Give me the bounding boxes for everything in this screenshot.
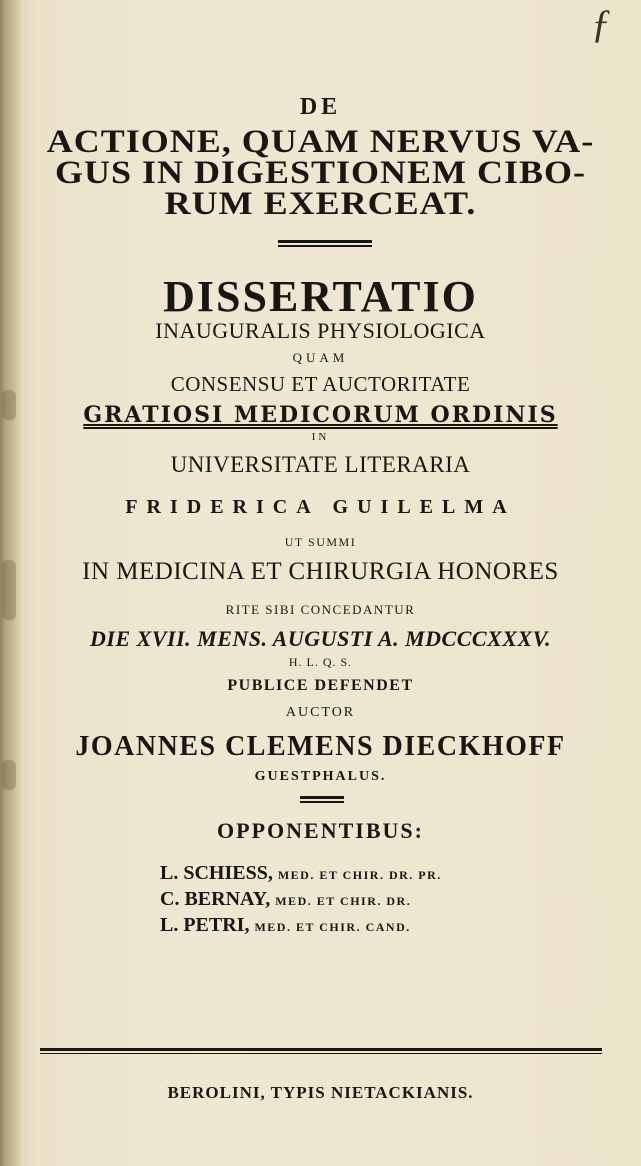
small-rule bbox=[300, 796, 344, 803]
opponent-name: L. SCHIESS, bbox=[160, 862, 273, 884]
universitate-line: UNIVERSITATE LITERARIA bbox=[170, 452, 471, 477]
bottom-rule bbox=[40, 1048, 602, 1054]
quam-line: QUAM bbox=[292, 350, 349, 365]
title-prefix: DE bbox=[299, 94, 342, 120]
opponent-name: L. PETRI, bbox=[160, 914, 250, 936]
dissertatio-heading: DISSERTATIO bbox=[163, 272, 478, 321]
consensu-line: CONSENSU ET AUCTORITATE bbox=[170, 372, 471, 396]
opponent-degree: MED. ET CHIR. DR. bbox=[275, 894, 412, 908]
title-line-1: ACTIONE, QUAM NERVUS VA- bbox=[46, 122, 595, 160]
opponent-degree: MED. ET CHIR. CAND. bbox=[254, 920, 411, 934]
friderica-line: FRIDERICA GUILELMA bbox=[125, 496, 516, 518]
ornamental-rule bbox=[278, 240, 372, 247]
opponent-degree: MED. ET CHIR. DR. PR. bbox=[277, 868, 442, 882]
rite-line: RITE SIBI CONCEDANTUR bbox=[225, 602, 416, 617]
opponent-name: C. BERNAY, bbox=[160, 888, 271, 910]
opponentibus-heading: OPPONENTIBUS: bbox=[217, 818, 424, 843]
date-line: DIE XVII. MENS. AUGUSTI A. MDCCCXXXV. bbox=[90, 626, 551, 651]
opponent-line bbox=[160, 862, 442, 885]
author-name: JOANNES CLEMENS DIECKHOFF bbox=[75, 731, 566, 762]
title-line-2: GUS IN DIGESTIONEM CIBO- bbox=[54, 153, 587, 191]
publice-line: PUBLICE DEFENDET bbox=[227, 677, 414, 694]
title-line-3: RUM EXERCEAT. bbox=[164, 184, 477, 222]
auctor-line: AUCTOR bbox=[285, 705, 356, 720]
in-medicina-line: IN MEDICINA ET CHIRURGIA HONORES bbox=[82, 558, 559, 585]
corner-mark: ƒ bbox=[591, 1, 611, 46]
hlqs-line: H. L. Q. S. bbox=[288, 655, 353, 669]
author-origin: GUESTPHALUS. bbox=[254, 769, 387, 784]
opponent-line bbox=[160, 914, 411, 937]
in-line: IN bbox=[311, 431, 330, 443]
ut-summi-line: UT SUMMI bbox=[284, 535, 357, 549]
gothic-line: GRATIOSI MEDICORUM ORDINIS bbox=[83, 402, 558, 428]
opponent-line bbox=[160, 888, 411, 911]
imprint-line: BEROLINI, TYPIS NIETACKIANIS. bbox=[167, 1083, 474, 1102]
inauguralis-line: INAUGURALIS PHYSIOLOGICA bbox=[155, 318, 486, 343]
